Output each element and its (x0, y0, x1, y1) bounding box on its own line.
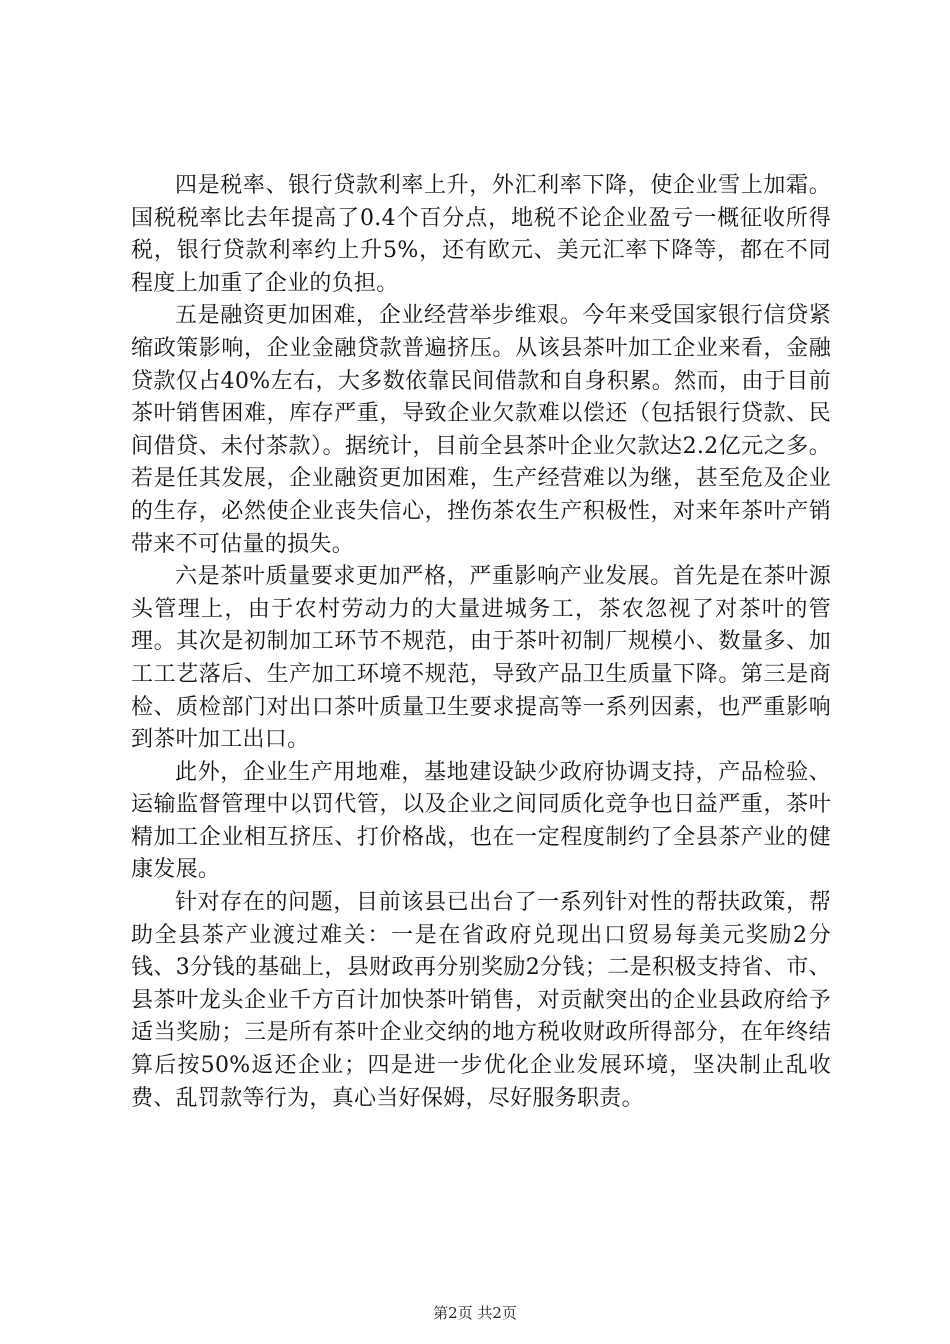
paragraph-tax-rates: 四是税率、银行贷款利率上升，外汇利率下降，使企业雪上加霜。国税税率比去年提高了0.4个百分点，地税不论企业盈亏一概征收所得税，银行贷款利率约上升5%，还有欧元、美元汇率下降等，都在不同程度上加重了企业的负担。 (131, 173, 831, 296)
paragraph-policies: 针对存在的问题，目前该县已出台了一系列针对性的帮扶政策，帮助全县茶产业渡过难关：一是在省政府兑现出口贸易每美元奖励2分钱、3分钱的基础上，县财政再分别奖励2分钱；二是积极支持省、市、县茶叶龙头企业千方百计加快茶叶销售，对贡献突出的企业县政府给予适当奖励；三是所有茶叶企业交纳的地方税收财政所得部分，在年终结算后按50%返还企业；四是进一步优化企业发展环境，坚决制止乱收费、乱罚款等行为，真心当好保姆，尽好服务职责。 (131, 890, 831, 1111)
paragraph-quality: 六是茶叶质量要求更加严格，严重影响产业发展。首先是在茶叶源头管理上，由于农村劳动力的大量进城务工，茶农忽视了对茶叶的管理。其次是初制加工环节不规范，由于茶叶初制厂规模小、数量多、加工工艺落后、生产加工环境不规范，导致产品卫生质量下降。第三是商检、质检部门对出口茶叶质量卫生要求提高等一系列因素，也严重影响到茶叶加工出口。 (131, 564, 831, 753)
document-body (131, 170, 831, 1115)
page-number-footer: 第2页 共2页 (433, 1304, 517, 1322)
paragraph-other-issues: 此外，企业生产用地难，基地建设缺少政府协调支持，产品检验、运输监督管理中以罚代管，以及企业之间同质化竞争也日益严重，茶叶精加工企业相互挤压、打价格战，也在一定程度制约了全县茶产业的健康发展。 (131, 759, 831, 883)
paragraph-financing: 五是融资更加困难，企业经营举步维艰。今年来受国家银行信贷紧缩政策影响，企业金融贷款普遍挤压。从该县茶叶加工企业来看，金融贷款仅占40%左右，大多数依靠民间借款和自身积累。然而，由于目前茶叶销售困难，库存严重，导致企业欠款难以偿还（包括银行贷款、民间借贷、未付茶款）。据统计，目前全县茶叶企业欠款达2.2亿元之多。若是任其发展，企业融资更加困难，生产经营难以为继，甚至危及企业的生存，必然使企业丧失信心，挫伤茶农生产积极性，对来年茶叶产销带来不可估量的损失。 (131, 303, 831, 557)
